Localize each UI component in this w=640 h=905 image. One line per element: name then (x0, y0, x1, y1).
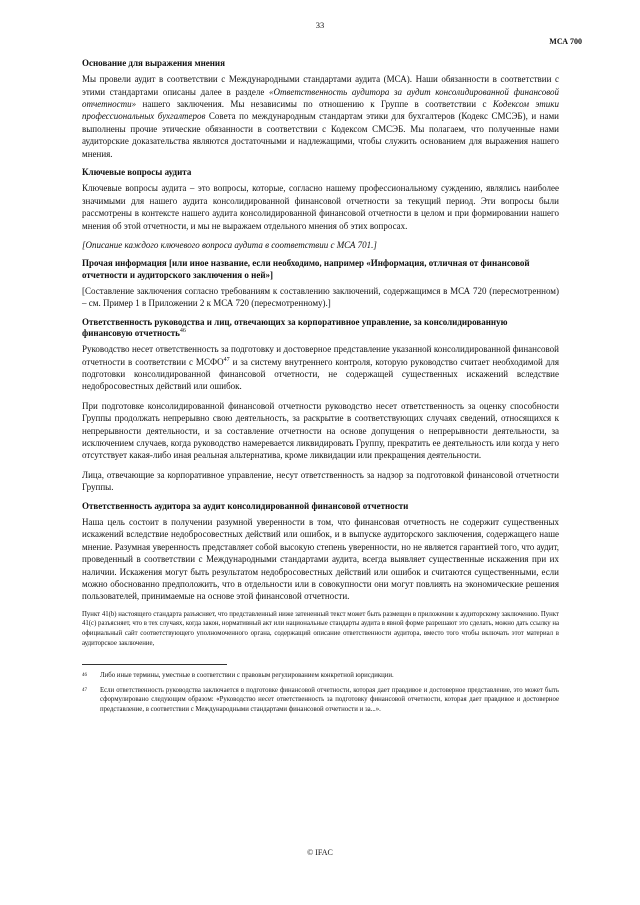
paragraph-management-responsibility-3: Лица, отвечающие за корпоративное управление, несут ответственность за надзор за подготовкой финансовой отчетности Группы. (82, 469, 559, 493)
section-heading-auditor-responsibility: Ответственность аудитора за аудит консолидированной финансовой отчетности (82, 500, 409, 511)
section-heading-basis-for-opinion: Основание для выражения мнения (82, 58, 225, 68)
italic-run: Кодексом этики профессиональных бухгалтеров (82, 99, 559, 122)
document-code: МСА 700 (549, 37, 582, 46)
footnote-divider (82, 664, 227, 665)
paragraph-key-audit-matters: Ключевые вопросы аудита – это вопросы, которые, согласно нашему профессиональному суждению, являлись наиболее значимыми для нашего аудита консолидированной финансовой отчетности за текущий период. Эти вопросы были рассмотрены в контексте нашего аудита консолидированной финансовой отчетности в целом и при формировании нашего мнения об этой отчетности, и мы не выражаем отдельного мнения об этих вопросах. (82, 183, 559, 231)
page-number: 33 (315, 20, 325, 30)
section-heading-key-audit-matters: Ключевые вопросы аудита (82, 167, 192, 178)
footnote-text: Либо иные термины, уместные в соответствии с правовым регулированием конкретной юрисдикции. (100, 672, 394, 680)
footnote-ref: 46 (179, 327, 186, 334)
paragraph-auditor-note: Пункт 41(b) настоящего стандарта разъясняет, что представленный ниже затененный текст может быть размещен в приложении к аудиторскому заключению. Пункт 41(c) разъясняет, что в тех случаях, когда закон, нормативный акт или национальные стандарты аудита в явной форме разрешают это сделать, можно дать ссылку на официальный сайт соответствующего уполномоченного органа, содержащий описание ответственности аудитора, вместо того чтобы включать этот материал в аудиторское заключение, (82, 610, 559, 647)
footnote-mark: 47 (82, 687, 87, 693)
text-run: Руководство несет ответственность за подготовку и достоверное представление указанной консолидированной финансовой отчетности в соответствии с МСФО (82, 344, 559, 367)
footnote-ref: 47 (223, 356, 230, 363)
footnote-text: Если ответственность руководства заключается в подготовке финансовой отчетности, которая дает правдивое и достоверное представление, это может быть сформулировано следующим образом: «Руководство несет ответственность за подготовку финансовой отчетности, которая дает правдивое и достоверное представление, в соответствии с Международными стандартами финансовой отчетности и за...». (100, 686, 559, 713)
copyright-footer: © IFAC (307, 848, 333, 857)
italic-run: «Ответственность аудитора за аудит консолидированной финансовой отчетности» (82, 86, 559, 110)
heading-run: Прочая информация (82, 258, 167, 269)
section-heading-management-responsibility (82, 317, 559, 340)
footnote-46 (82, 671, 559, 681)
paragraph-key-audit-matters-placeholder (82, 239, 559, 251)
section-heading-other-information (82, 258, 559, 281)
footnote-mark: 46 (82, 673, 87, 679)
text-run: нашего заключения. Мы независимы по отношению к Группе в соответствии с (136, 99, 493, 110)
text-run: Совета по международным стандартам этики для бухгалтеров (Кодекс СМСЭБ), и нами выполнены прочие этические обязанности в соответствии с Кодексом СМСЭБ. Мы полагаем, что полученные нами аудиторские доказательства являются достаточными и надлежащими, чтобы служить основанием для выражения нашего мнения. (82, 111, 559, 159)
paragraph-basis-for-opinion (82, 73, 559, 160)
italic-run: [Описание каждого ключевого вопроса аудита в соответствии с МСА 701.] (82, 239, 377, 250)
paragraph-management-responsibility-1 (82, 343, 559, 393)
paragraph-other-information: [Составление заключения согласно требованиям к составлению заключений, содержащимся в МСА 720 (пересмотренном) – см. Пример 1 в Приложении 2 к МСА 720 (пересмотренному).] (82, 285, 559, 309)
paragraph-management-responsibility-2: При подготовке консолидированной финансовой отчетности руководство несет ответственность за оценку способности Группы продолжать непрерывно свою деятельность, за раскрытие в соответствующих случаях сведений, относящихся к непрерывности деятельности, и за составление отчетности на основе допущения о непрерывности деятельности, за исключением случаев, когда руководство намеревается ликвидировать Группу, прекратить ее деятельность или когда у него отсутствует какая-либо иная реальная альтернатива, кроме ликвидации или прекращения деятельности. (82, 400, 559, 461)
paragraph-auditor-responsibility: Наша цель состоит в получении разумной уверенности в том, что финансовая отчетность не содержит существенных искажений вследствие недобросовестных действий или ошибок, и в выпуске аудиторского заключения, содержащего наше мнение. Разумная уверенность представляет собой высокую степень уверенности, но не является гарантией того, что аудит, проведенный в соответствии с Международными стандартами аудита, всегда выявляет существенные искажения при их наличии. Искажения могут быть результатом недобросовестных действий или ошибок и считаются существенными, если можно обоснованно предположить, что в отдельности или в совокупности они могут повлиять на экономические решения пользователей, принимаемые на основе этой финансовой отчетности. (82, 516, 559, 602)
heading-run: [или иное название, если необходимо, например «Информация, отличная от финансовой отчетности и аудиторского заключения о ней»] (82, 258, 530, 280)
heading-run: Ответственность руководства и лиц, отвечающих за корпоративное управление, за консолидированную финансовую отчетность (82, 316, 508, 338)
document-body (82, 53, 559, 719)
footnote-47 (82, 686, 559, 715)
text-run: и за систему внутреннего контроля, которую руководство считает необходимой для подготовки консолидированной финансовой отчетности, не содержащей существенных искажений вследствие недобросовестных действий или ошибок. (82, 356, 559, 392)
text-run: Мы провели аудит в соответствии с Международными стандартами аудита (МСА). Наши обязанности в соответствии с этими стандартами описаны далее в разделе (82, 74, 559, 97)
